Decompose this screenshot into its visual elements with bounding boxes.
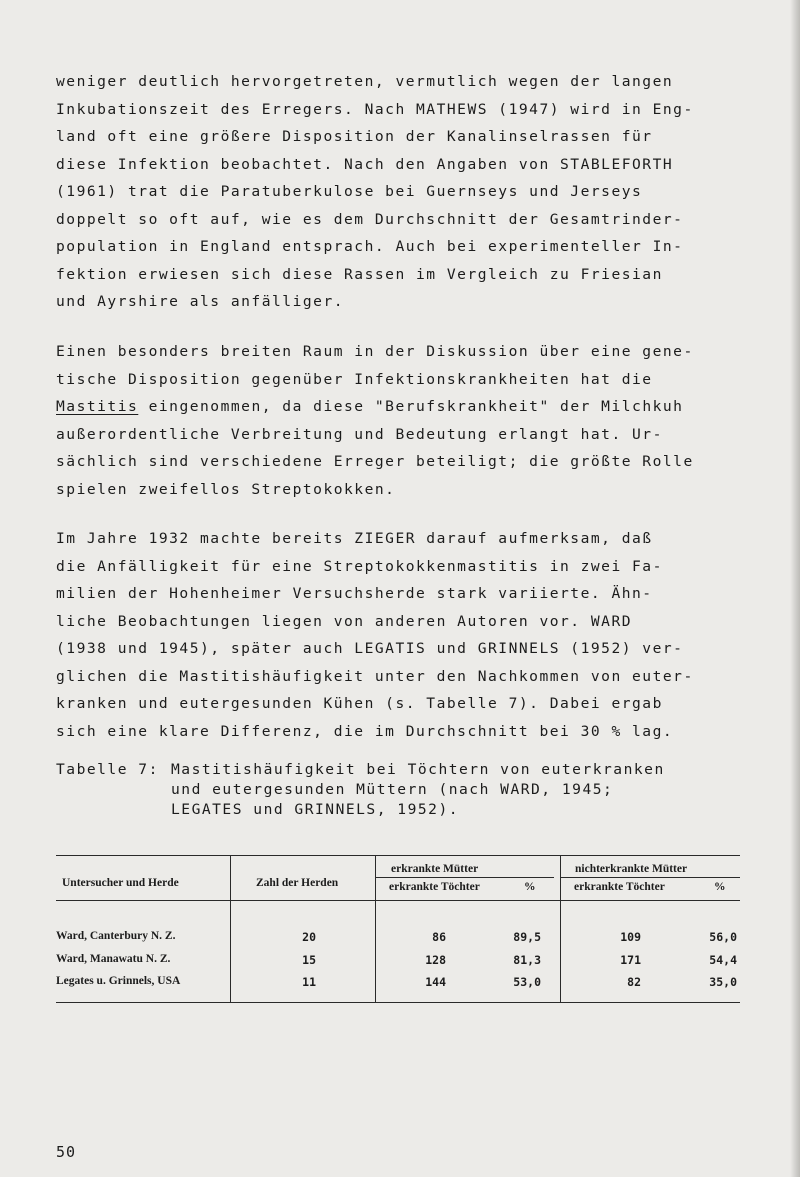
text-line: tische Disposition gegenüber Infektionskrankheiten hat die (56, 370, 653, 388)
row-healthy-daughters: 171 (620, 953, 641, 967)
row-healthy-daughters: 109 (620, 930, 641, 944)
text-line: glichen die Mastitishäufigkeit unter den Nachkommen von euter- (56, 667, 694, 685)
paragraph-1 (56, 68, 746, 316)
row-healthy-percent: 35,0 (709, 975, 737, 989)
text-fragment: eingenommen, da diese "Berufskrankheit" der Milchkuh (138, 398, 684, 415)
caption-text (171, 760, 665, 820)
row-sick-percent: 89,5 (513, 930, 541, 944)
text-line: sich eine klare Differenz, die im Durchschnitt bei 30 % lag. (56, 722, 674, 740)
row-sick-daughters: 86 (432, 930, 446, 944)
subheader-percent-sick: % (524, 881, 536, 893)
paragraph-3 (56, 525, 746, 745)
column-divider (560, 855, 561, 1002)
text-line: population in England entsprach. Auch bei experimenteller In- (56, 238, 684, 255)
row-researcher: Ward, Manawatu N. Z. (56, 953, 171, 965)
row-healthy-percent: 56,0 (709, 930, 737, 944)
text-line: fektion erwiesen sich diese Rassen im Vergleich zu Friesian (56, 265, 663, 283)
text-line: liche Beobachtungen liegen von anderen Autoren vor. WARD (56, 612, 633, 630)
text-line: doppelt so oft auf, wie es dem Durchschnitt der Gesamtrinder- (56, 210, 684, 228)
header-group-healthy: nichterkrankte Mütter (575, 863, 688, 875)
row-healthy-percent: 54,4 (709, 953, 737, 967)
caption-line: und eutergesunden Müttern (nach WARD, 1945; (171, 781, 614, 798)
paragraph-2 (56, 338, 746, 503)
group-underline-sick (376, 877, 554, 878)
row-sick-percent: 81,3 (513, 953, 541, 967)
text-line (56, 393, 746, 421)
text-line: kranken und eutergesunden Kühen (s. Tabelle 7). Dabei ergab (56, 695, 663, 712)
caption-label: Tabelle 7: (56, 761, 159, 778)
row-herds: 20 (302, 930, 316, 944)
text-line: spielen zweifellos Streptokokken. (56, 480, 396, 498)
subheader-daughters-healthy: erkrankte Töchter (574, 881, 665, 893)
header-bottom-rule (56, 900, 740, 901)
table-bottom-rule (56, 1002, 740, 1003)
page-edge-shadow (790, 0, 800, 1177)
text-line: Einen besonders breiten Raum in der Diskussion über eine gene- (56, 343, 694, 360)
group-underline-healthy (561, 877, 740, 878)
header-researcher: Untersucher und Herde (62, 877, 179, 889)
subheader-percent-healthy: % (714, 881, 726, 893)
text-line: diese Infektion beobachtet. Nach den Angaben von STABLEFORTH (56, 155, 674, 173)
column-divider (375, 855, 376, 1002)
text-line: und Ayrshire als anfälliger. (56, 293, 345, 310)
row-researcher: Ward, Canterbury N. Z. (56, 930, 176, 942)
caption-line: LEGATES und GRINNELS, 1952). (171, 801, 460, 818)
text-line: Inkubationszeit des Erregers. Nach MATHEWS (1947) wird in Eng- (56, 100, 694, 118)
subheader-daughters-sick: erkrankte Töchter (389, 881, 480, 893)
text-line: land oft eine größere Disposition der Kanalinselrassen für (56, 128, 653, 145)
table-top-rule (56, 855, 740, 856)
text-line: milien der Hohenheimer Versuchsherde stark variierte. Ähn- (56, 585, 653, 602)
header-herds: Zahl der Herden (256, 877, 339, 889)
data-table (56, 855, 740, 1005)
row-herds: 15 (302, 953, 316, 967)
row-researcher: Legates u. Grinnels, USA (56, 975, 181, 987)
row-sick-daughters: 128 (425, 953, 446, 967)
text-line: Im Jahre 1932 machte bereits ZIEGER darauf aufmerksam, daß (56, 530, 653, 547)
page-number: 50 (56, 1143, 77, 1161)
text-line: weniger deutlich hervorgetreten, vermutlich wegen der langen (56, 73, 674, 90)
row-sick-daughters: 144 (425, 975, 446, 989)
row-healthy-daughters: 82 (627, 975, 641, 989)
row-sick-percent: 53,0 (513, 975, 541, 989)
text-line: (1961) trat die Paratuberkulose bei Guernseys und Jerseys (56, 183, 643, 200)
header-group-sick: erkrankte Mütter (391, 863, 479, 875)
row-herds: 11 (302, 975, 316, 989)
column-divider (230, 855, 231, 1002)
text-line: (1938 und 1945), später auch LEGATIS und GRINNELS (1952) ver- (56, 640, 684, 657)
text-line: sächlich sind verschiedene Erreger beteiligt; die größte Rolle (56, 453, 694, 470)
text-line: außerordentliche Verbreitung und Bedeutung erlangt hat. Ur- (56, 425, 663, 443)
caption-line: Mastitishäufigkeit bei Töchtern von euterkranken (171, 761, 665, 778)
underlined-term: Mastitis (56, 398, 139, 415)
text-line: die Anfälligkeit für eine Streptokokkenmastitis in zwei Fa- (56, 557, 663, 575)
